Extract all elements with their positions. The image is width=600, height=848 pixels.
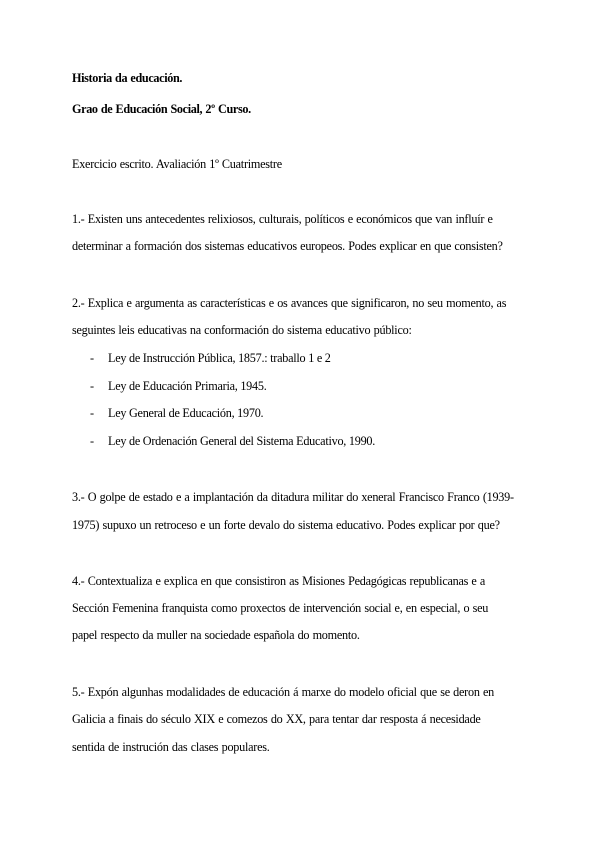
exam-label: Exercicio escrito. Avaliación 1º Cuatrimestre — [72, 157, 282, 171]
question-line: papel respecto da muller na sociedade española do momento. — [72, 628, 360, 642]
bullet-marker: - — [90, 434, 95, 448]
question-line: sentida de instrución das clases populares. — [72, 740, 270, 754]
question-line: 1975) supuxo un retroceso e un forte devalo do sistema educativo. Podes explicar por que? — [72, 518, 500, 532]
list-item-text: Ley de Instrucción Pública, 1857.: traballo 1 e 2 — [108, 351, 331, 365]
list-item-text: Ley de Educación Primaria, 1945. — [108, 379, 267, 393]
bullet-marker: - — [90, 351, 95, 365]
course-subtitle: Grao de Educación Social, 2º Curso. — [72, 102, 251, 116]
question-line: 5.- Expón algunhas modalidades de educación á marxe do modelo oficial que se deron en — [72, 685, 494, 699]
question-line: seguintes leis educativas na conformación do sistema educativo público: — [72, 323, 412, 337]
bullet-marker: - — [90, 379, 95, 393]
question-line: Galicia a finais do século XIX e comezos do XX, para tentar dar resposta á necesidade — [72, 712, 481, 726]
question-line: 3.- O golpe de estado e a implantación da ditadura militar do xeneral Francisco Franco (1939- — [72, 490, 514, 504]
bullet-marker: - — [90, 406, 95, 420]
question-line: 1.- Existen uns antecedentes relixiosos, culturais, políticos e económicos que van influír e — [72, 212, 493, 226]
list-item-text: Ley de Ordenación General del Sistema Educativo, 1990. — [108, 434, 376, 448]
question-line: 2.- Explica e argumenta as características e os avances que significaron, no seu momento, as — [72, 296, 507, 310]
question-line: determinar a formación dos sistemas educativos europeos. Podes explicar en que consisten? — [72, 239, 503, 253]
list-item-text: Ley General de Educación, 1970. — [108, 406, 264, 420]
question-line: 4.- Contextualiza e explica en que consistiron as Misiones Pedagógicas republicanas e a — [72, 574, 486, 588]
course-title: Historia da educación. — [72, 71, 183, 85]
question-line: Sección Femenina franquista como proxectos de intervención social e, en especial, o seu — [72, 601, 489, 615]
